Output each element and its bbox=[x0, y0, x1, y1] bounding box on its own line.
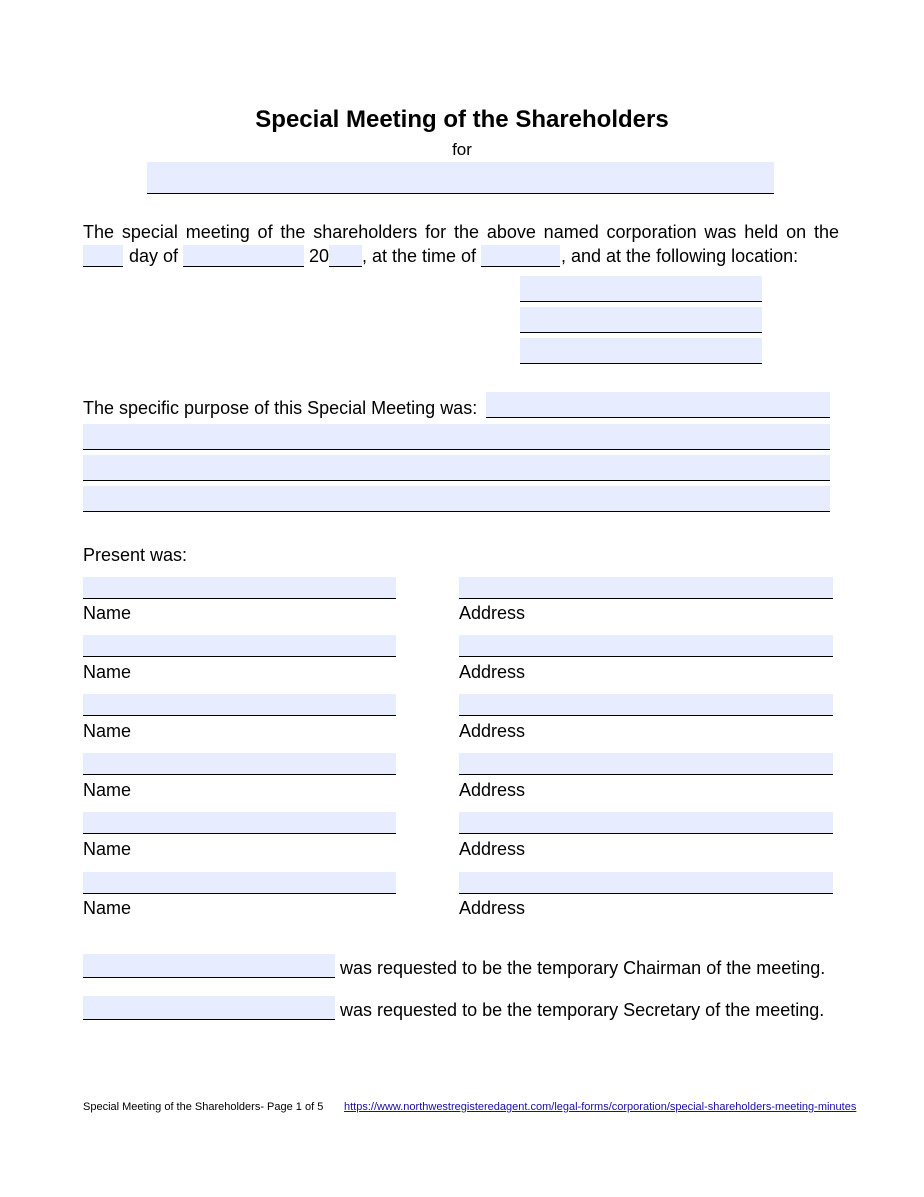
document-subtitle: for bbox=[452, 140, 472, 159]
purpose-line-1-field[interactable] bbox=[486, 392, 830, 418]
secretary-text: was requested to be the temporary Secretary of the meeting. bbox=[340, 1000, 825, 1020]
attendee-address-field[interactable] bbox=[459, 872, 833, 894]
meeting-day-field[interactable] bbox=[83, 245, 123, 267]
purpose-line-2-field[interactable] bbox=[83, 424, 830, 450]
address-label: Address bbox=[459, 603, 526, 623]
address-label: Address bbox=[459, 839, 526, 859]
meeting-month-field[interactable] bbox=[183, 245, 304, 267]
name-label: Name bbox=[83, 780, 132, 800]
attendee-name-field[interactable] bbox=[83, 872, 396, 894]
name-label: Name bbox=[83, 898, 132, 918]
attendee-address-field[interactable] bbox=[459, 577, 833, 599]
address-label: Address bbox=[459, 721, 526, 741]
name-label: Name bbox=[83, 721, 132, 741]
attendee-name-field[interactable] bbox=[83, 577, 396, 599]
footer-page-label: Special Meeting of the Shareholders- Page 1 of 5 bbox=[83, 1101, 324, 1113]
footer-url-link[interactable]: https://www.northwestregisteredagent.com/legal-forms/corporation/special-shareholders-meeting-minutes bbox=[344, 1101, 857, 1113]
name-label: Name bbox=[83, 603, 132, 623]
attendee-address-field[interactable] bbox=[459, 753, 833, 775]
chairman-name-field[interactable] bbox=[83, 954, 335, 978]
secretary-name-field[interactable] bbox=[83, 996, 335, 1020]
attendee-name-field[interactable] bbox=[83, 694, 396, 716]
corporation-name-field[interactable] bbox=[147, 162, 774, 194]
attendee-address-field[interactable] bbox=[459, 635, 833, 657]
time-label: , at the time of bbox=[362, 246, 477, 266]
meeting-sentence-line1: The special meeting of the shareholders for the above named corporation was held on the bbox=[83, 222, 839, 242]
location-line-2-field[interactable] bbox=[520, 307, 762, 333]
name-label: Name bbox=[83, 839, 132, 859]
address-label: Address bbox=[459, 662, 526, 682]
address-label: Address bbox=[459, 780, 526, 800]
document-title: Special Meeting of the Shareholders bbox=[255, 106, 669, 133]
chairman-text: was requested to be the temporary Chairman of the meeting. bbox=[340, 958, 826, 978]
meeting-year-field[interactable] bbox=[329, 245, 362, 267]
location-line-1-field[interactable] bbox=[520, 276, 762, 302]
attendee-name-field[interactable] bbox=[83, 753, 396, 775]
location-label: , and at the following location: bbox=[561, 246, 799, 266]
location-line-3-field[interactable] bbox=[520, 338, 762, 364]
purpose-line-4-field[interactable] bbox=[83, 486, 830, 512]
present-label: Present was: bbox=[83, 545, 188, 565]
address-label: Address bbox=[459, 898, 526, 918]
attendee-address-field[interactable] bbox=[459, 694, 833, 716]
attendee-address-field[interactable] bbox=[459, 812, 833, 834]
name-label: Name bbox=[83, 662, 132, 682]
year-prefix-label: 20 bbox=[309, 246, 330, 266]
purpose-label: The specific purpose of this Special Meeting was: bbox=[83, 398, 478, 418]
attendee-name-field[interactable] bbox=[83, 812, 396, 834]
purpose-line-3-field[interactable] bbox=[83, 455, 830, 481]
meeting-time-field[interactable] bbox=[481, 245, 560, 267]
day-of-label: day of bbox=[129, 246, 179, 266]
attendee-name-field[interactable] bbox=[83, 635, 396, 657]
